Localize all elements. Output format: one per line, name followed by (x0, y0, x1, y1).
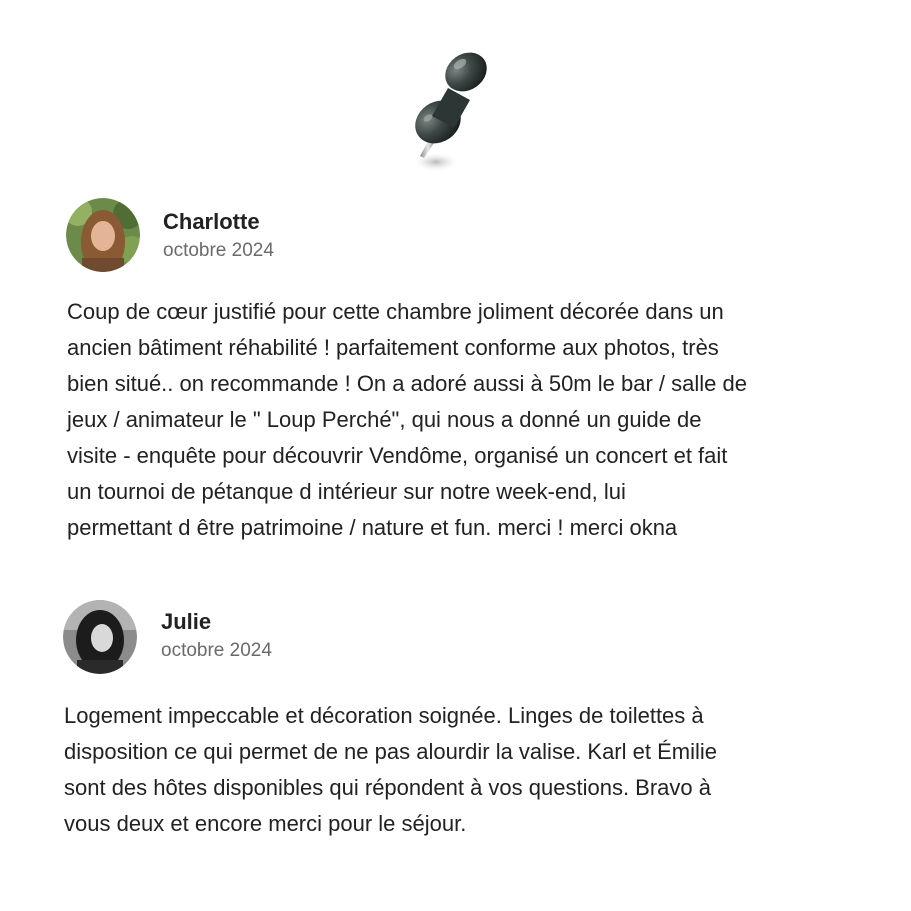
avatar[interactable] (66, 198, 140, 272)
review-text-line: jeux / animateur le " Loup Perché", qui nous a donné un guide de (67, 407, 702, 432)
pushpin-icon (400, 40, 510, 180)
review-date: octobre 2024 (161, 640, 272, 661)
review-text-line: Coup de cœur justifié pour cette chambre joliment décorée dans un (67, 299, 724, 324)
review-text-line: sont des hôtes disponibles qui répondent à vos questions. Bravo à (64, 775, 711, 800)
review-text (67, 294, 747, 546)
reviewer-name: Charlotte (163, 209, 260, 234)
review-text-line: disposition ce qui permet de ne pas alourdir la valise. Karl et Émilie (64, 739, 717, 764)
review-text-line: un tournoi de pétanque d intérieur sur notre week-end, lui (67, 479, 626, 504)
review-text-line: vous deux et encore merci pour le séjour. (64, 811, 467, 836)
review-date: octobre 2024 (163, 240, 274, 261)
review-text (64, 698, 717, 842)
review-text-line: ancien bâtiment réhabilité ! parfaitement conforme aux photos, très (67, 335, 719, 360)
avatar[interactable] (63, 600, 137, 674)
review-text-line: permettant d être patrimoine / nature et fun. merci ! merci okna (67, 515, 678, 540)
review-text-line: bien situé.. on recommande ! On a adoré aussi à 50m le bar / salle de (67, 371, 747, 396)
review-text-line: Logement impeccable et décoration soignée. Linges de toilettes à (64, 703, 704, 728)
review-text-line: visite - enquête pour découvrir Vendôme, organisé un concert et fait (67, 443, 728, 468)
reviewer-name: Julie (161, 609, 212, 634)
